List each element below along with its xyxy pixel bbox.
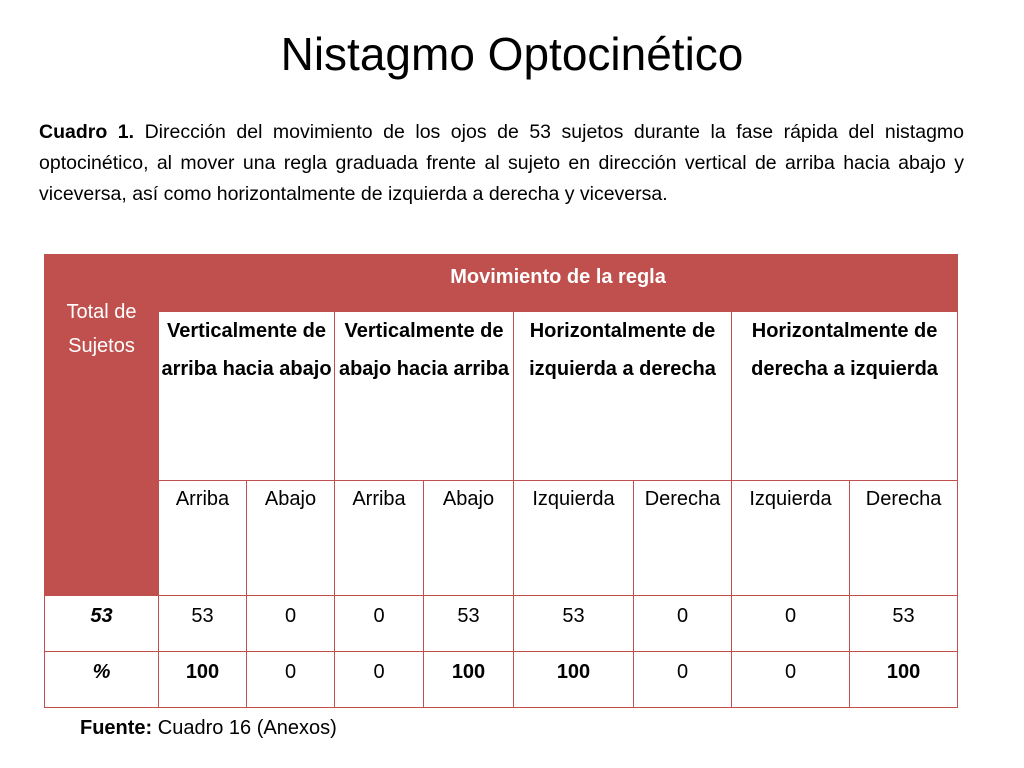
row-label-percent: % — [45, 652, 159, 708]
source-label: Fuente: — [80, 717, 153, 739]
table-cell: 100 — [514, 652, 634, 708]
table-cell: 0 — [634, 652, 732, 708]
table-cell: 53 — [514, 596, 634, 652]
column-label: Izquierda — [514, 481, 634, 596]
column-label: Abajo — [247, 481, 335, 596]
row-label-count: 53 — [45, 596, 159, 652]
source-text: Cuadro 16 (Anexos) — [152, 717, 337, 739]
header-ruler-movement: Movimiento de la regla — [159, 255, 958, 312]
results-table — [44, 254, 958, 708]
table-cell: 53 — [159, 596, 247, 652]
column-label: Derecha — [634, 481, 732, 596]
table-cell: 0 — [247, 596, 335, 652]
column-label: Derecha — [850, 481, 958, 596]
table-row-percent — [45, 652, 958, 708]
table-cell: 53 — [424, 596, 514, 652]
table-cell: 100 — [850, 652, 958, 708]
caption-text: Dirección del movimiento de los ojos de 53 sujetos durante la fase rápida del nistagmo optocinético, al mover una regla graduada frente al sujeto en dirección vertical de arriba hacia abajo y viceversa, así como horizontalmente de izquierda a derecha y viceversa. — [39, 121, 964, 205]
subheader-horizontal-left-right: Horizontalmente de izquierda a derecha — [514, 312, 732, 481]
caption-label: Cuadro 1. — [39, 121, 135, 143]
table-cell: 100 — [424, 652, 514, 708]
column-label: Arriba — [335, 481, 424, 596]
table-row-count — [45, 596, 958, 652]
table-cell: 0 — [335, 596, 424, 652]
header-total-subjects: Total de Sujetos — [45, 255, 159, 596]
subheader-vertical-up: Verticalmente de abajo hacia arriba — [335, 312, 514, 481]
table-cell: 100 — [159, 652, 247, 708]
table-cell: 53 — [850, 596, 958, 652]
page-title: Nistagmo Optocinético — [280, 28, 744, 80]
column-label: Abajo — [424, 481, 514, 596]
table-cell: 0 — [247, 652, 335, 708]
table-cell: 0 — [335, 652, 424, 708]
table-cell: 0 — [732, 652, 850, 708]
table-caption — [39, 117, 964, 210]
table-cell: 0 — [634, 596, 732, 652]
subheader-horizontal-right-left: Horizontalmente de derecha a izquierda — [732, 312, 958, 481]
column-label: Arriba — [159, 481, 247, 596]
subheader-vertical-down: Verticalmente de arriba hacia abajo — [159, 312, 335, 481]
table-cell: 0 — [732, 596, 850, 652]
column-label: Izquierda — [732, 481, 850, 596]
source-note — [80, 714, 337, 742]
